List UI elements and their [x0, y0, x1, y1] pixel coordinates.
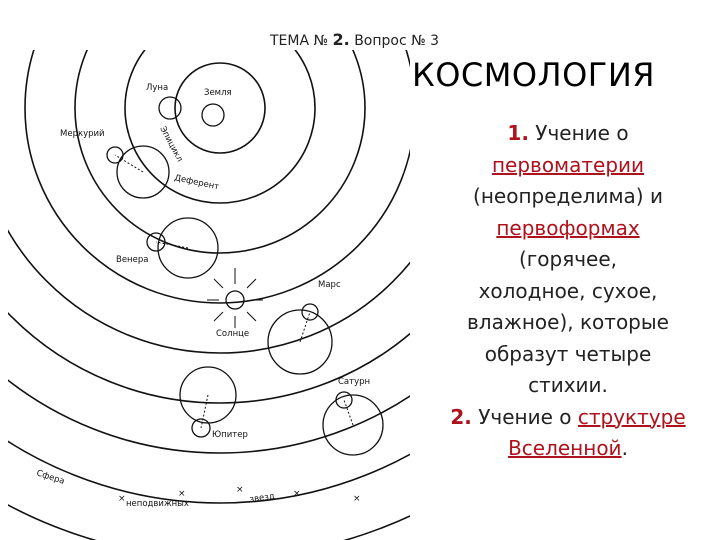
svg-text:×: ×	[293, 489, 301, 499]
point2-text-a: Учение о	[478, 404, 572, 429]
point1-text-b: (неопределима) и	[473, 184, 663, 208]
label-earth: Земля	[204, 88, 232, 98]
orbit-circle	[175, 63, 265, 153]
header-prefix: ТЕМА №	[270, 33, 329, 49]
structure-link[interactable]: структуре	[577, 404, 686, 429]
label-moon: Луна	[146, 83, 169, 93]
geocentric-diagram-svg	[8, 50, 410, 540]
point2-end: .	[621, 436, 628, 460]
label-saturn: Сатурн	[338, 377, 371, 387]
point1-line2	[418, 150, 718, 182]
fixed-stars-sphere	[8, 50, 410, 540]
point1-text-f: образут четыре	[484, 341, 652, 366]
label-epicycle: Эпицикл	[157, 124, 185, 164]
point2-line2	[418, 433, 718, 465]
svg-text:×: ×	[236, 485, 244, 495]
point1-line4	[418, 213, 718, 245]
label-fixed: неподвижных	[126, 499, 189, 509]
svg-text:×: ×	[178, 489, 186, 499]
point1-text-g: стихии.	[528, 373, 608, 397]
point2-line1	[418, 402, 718, 434]
svg-text:×: ×	[353, 494, 361, 504]
label-stars: звезд	[249, 491, 276, 505]
sun-body	[226, 291, 244, 309]
orbit-circles	[8, 50, 410, 540]
header-topic-number: 2.	[332, 30, 350, 49]
label-sphere: Сфера	[35, 468, 66, 487]
slide-title: КОСМОЛОГИЯ	[412, 56, 655, 94]
prime-forms-link[interactable]: первоформах	[496, 215, 640, 240]
label-mercury: Меркурий	[60, 129, 105, 139]
earth-body	[202, 104, 224, 126]
label-mars: Марс	[318, 280, 341, 290]
orbit-circle	[8, 50, 410, 453]
sun-rays	[207, 268, 263, 328]
label-deferent: Деферент	[173, 173, 220, 193]
point1-text-e: влажное), которые	[467, 310, 669, 334]
point1-line1	[418, 118, 718, 150]
point1-number: 1.	[507, 121, 529, 145]
orbit-circle	[125, 50, 315, 203]
geocentric-diagram	[8, 50, 410, 540]
slide-header	[270, 30, 439, 49]
point2-number: 2.	[450, 404, 472, 429]
header-suffix: Вопрос № 3	[354, 33, 440, 49]
universe-link[interactable]: Вселенной	[508, 436, 622, 460]
point1-text-c: (горячее,	[518, 247, 618, 271]
moon-body	[159, 97, 181, 119]
prime-matter-link[interactable]: первоматерии	[491, 152, 645, 177]
orbit-circle	[75, 50, 365, 253]
orbit-circle	[8, 50, 410, 503]
slide-body	[418, 118, 718, 465]
label-venus: Венера	[116, 255, 149, 265]
point1-text-a: Учение о	[535, 121, 629, 145]
saturn-body	[336, 392, 352, 408]
point1-text-d: холодное, сухое,	[478, 278, 658, 303]
svg-text:×: ×	[118, 494, 126, 504]
label-sun: Солнце	[216, 329, 250, 339]
label-jupiter: Юпитер	[212, 430, 248, 440]
